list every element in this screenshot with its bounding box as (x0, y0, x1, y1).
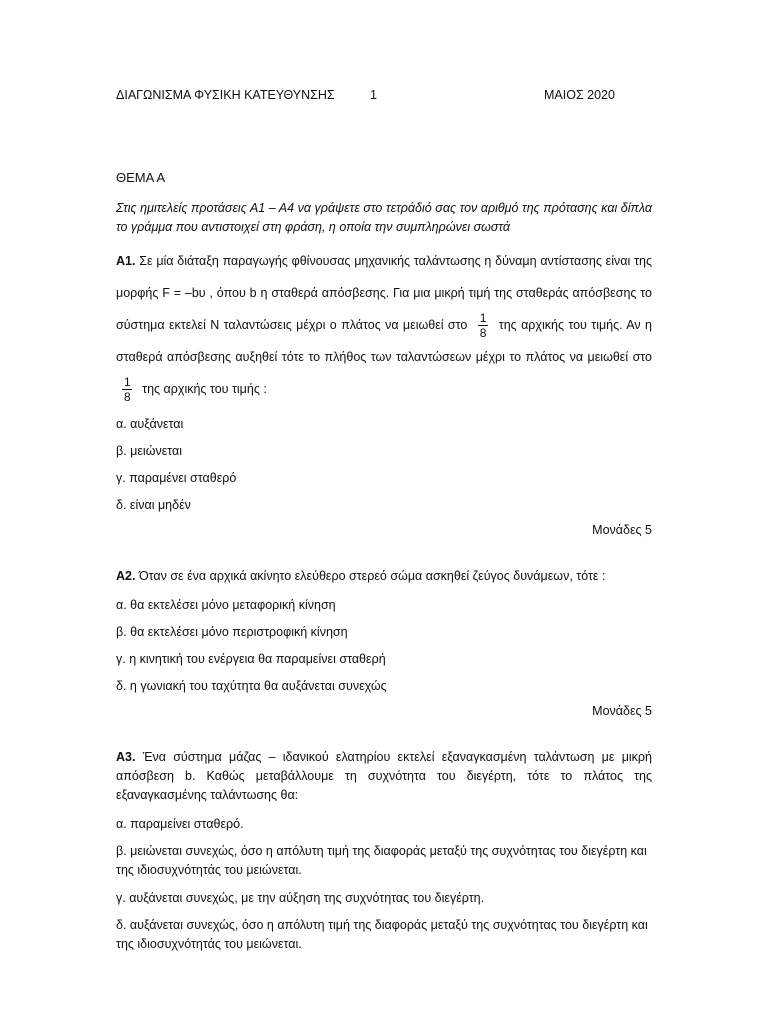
section-title: ΘΕΜΑ Α (116, 170, 166, 185)
question-a3-body: Ένα σύστημα μάζας – ιδανικού ελατηρίου εκτελεί εξαναγκασμένη ταλάντωση με μικρή απόσβεση b. Καθώς μεταβάλλουμε τη συχνότητα του διεγέρτη, τότε το πλάτος της εξαναγκασμένης ταλάντωσης θα: (116, 750, 652, 802)
option: β. μειώνεται (116, 444, 183, 458)
option: β. θα εκτελέσει μόνο περιστροφική κίνηση (116, 625, 348, 639)
fraction-denominator: 8 (479, 326, 487, 341)
question-a3-number: Α3. (116, 750, 136, 764)
option: δ. αυξάνεται συνεχώς, όσο η απόλυτη τιμή της διαφοράς μεταξύ της συχνότητας του διεγέρτη και της ιδιοσυχνότητάς του μειώνεται. (116, 918, 648, 951)
question-a2-text (116, 567, 652, 586)
question-a1-number: Α1. (116, 254, 136, 268)
question-a1-text-part2: της αρχικής του τιμής. Αν η σταθερά απόσβεσης αυξηθεί τότε το πλήθος των ταλαντώσεων μέχρι το πλάτος να μειωθεί στο (116, 318, 652, 364)
question-a1-text-part1: Σε μία διάταξη παραγωγής φθίνουσας μηχανικής ταλάντωσης η δύναμη αντίστασης είναι της μορφής F = –bυ , όπου b η σταθερά απόσβεσης. Για μια μικρή τιμή της σταθεράς απόσβεσης το σύστημα εκτελεί Ν ταλαντώσεις μέχρι ο πλάτος να μειωθεί στο (116, 254, 652, 332)
fraction-one-eighth (478, 311, 489, 340)
option: α. αυξάνεται (116, 417, 184, 431)
header-date: ΜΑΙΟΣ 2020 (544, 88, 615, 102)
marks-label: Μονάδες 5 (592, 704, 652, 718)
fraction-denominator: 8 (124, 390, 131, 405)
option: δ. είναι μηδέν (116, 498, 191, 512)
fraction-one-eighth (122, 375, 133, 404)
section-instructions: Στις ημιτελείς προτάσεις Α1 – Α4 να γράψετε στο τετράδιό σας τον αριθμό της πρότασης και δίπλα το γράμμα που αντιστοιχεί στη φράση, η οποία την συμπληρώνει σωστά (116, 201, 652, 234)
option: γ. η κινητική του ενέργεια θα παραμείνει σταθερή (116, 652, 386, 666)
header-page-number: 1 (370, 88, 377, 102)
question-a1-text (116, 245, 652, 405)
option: α. παραμείνει σταθερό. (116, 817, 244, 831)
option: δ. η γωνιακή του ταχύτητα θα αυξάνεται συνεχώς (116, 679, 387, 693)
question-a1-text-part3: της αρχικής του τιμής : (142, 382, 267, 396)
fraction-numerator: 1 (124, 375, 131, 390)
page-header (116, 88, 652, 106)
fraction-numerator: 1 (479, 311, 487, 326)
header-title: ΔΙΑΓΩΝΙΣΜΑ ΦΥΣΙΚΗ ΚΑΤΕΥΘΥΝΣΗΣ (116, 88, 335, 102)
question-a3-text (116, 748, 652, 805)
marks-label: Μονάδες 5 (592, 523, 652, 537)
document-body (116, 170, 652, 963)
option: α. θα εκτελέσει μόνο μεταφορική κίνηση (116, 598, 336, 612)
question-a2-number: Α2. (116, 569, 136, 583)
option: β. μειώνεται συνεχώς, όσο η απόλυτη τιμή της διαφοράς μεταξύ της συχνότητας του διεγέρτη και της ιδιοσυχνότητάς του μειώνεται. (116, 844, 647, 877)
option: γ. αυξάνεται συνεχώς, με την αύξηση της συχνότητας του διεγέρτη. (116, 891, 485, 905)
option: γ. παραμένει σταθερό (116, 471, 237, 485)
question-a2-body: Όταν σε ένα αρχικά ακίνητο ελεύθερο στερεό σώμα ασκηθεί ζεύγος δυνάμεων, τότε : (138, 569, 606, 583)
